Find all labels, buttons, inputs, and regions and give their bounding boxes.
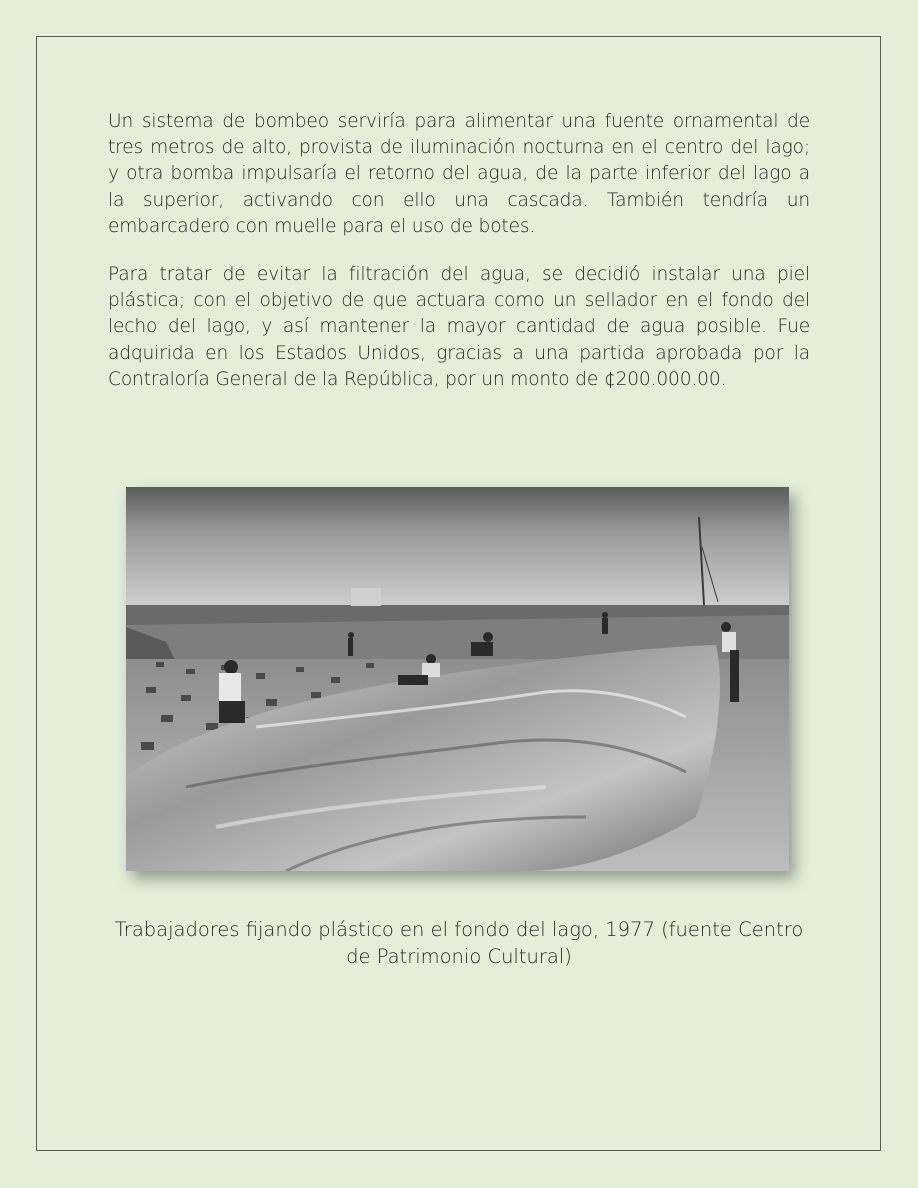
figure-caption: Trabajadores fijando plástico en el fondo del lago, 1977 (fuente Centro de Patrimonio Cultural) <box>114 918 804 968</box>
historic-photo <box>126 487 789 871</box>
body-paragraph-2: Para tratar de evitar la filtración del agua, se decidió instalar una piel plástica; con el objetivo de que actuara como un sellador en el fondo del lecho del lago, y así mantener la mayor cantidad de agua posible. Fue adquirida en los Estados Unidos, gracias a una partida aprobada por la Contraloría General de la República, por un monto de ¢200.000.00. <box>108 264 810 390</box>
body-paragraph-1: Un sistema de bombeo serviría para alimentar una fuente ornamental de tres metros de alto, provista de iluminación nocturna en el centro del lago; y otra bomba impulsaría el retorno del agua, de la parte inferior del lago a la superior, activando con ello una cascada. También tendría un embarcadero con muelle para el uso de botes. <box>108 111 810 237</box>
photo-illustration <box>126 487 789 871</box>
